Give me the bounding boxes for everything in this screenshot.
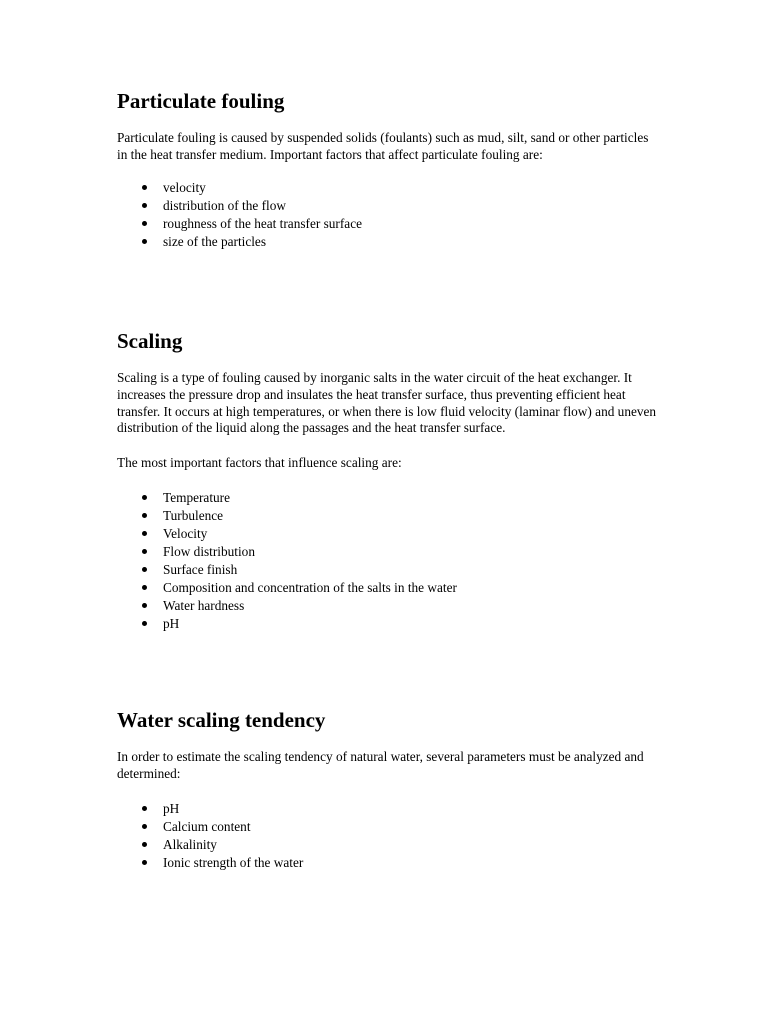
list-item: Calcium content [117,818,657,836]
section-heading: Water scaling tendency [117,708,326,732]
list-item: roughness of the heat transfer surface [117,215,657,233]
list-item: Water hardness [117,597,657,615]
section-scaling [117,328,657,633]
section-water-scaling-tendency [117,707,657,872]
section-particulate-fouling [117,88,657,251]
section-paragraph: Particulate fouling is caused by suspended solids (foulants) such as mud, silt, sand or other particles in the heat transfer medium. Important factors that affect particulate fouling are: [117,130,649,162]
list-item: Turbulence [117,507,657,525]
section-paragraph: The most important factors that influence scaling are: [117,455,402,471]
list-item: Alkalinity [117,836,657,854]
list-item: size of the particles [117,233,657,251]
list-item: Ionic strength of the water [117,854,657,872]
list-item: pH [117,615,657,633]
factor-list [117,489,657,633]
list-item: velocity [117,179,657,197]
factor-list [117,800,657,872]
section-paragraph: In order to estimate the scaling tendency of natural water, several parameters must be analyzed and determined: [117,749,644,781]
list-item: pH [117,800,657,818]
list-item: Surface finish [117,561,657,579]
list-item: Flow distribution [117,543,657,561]
factor-list [117,179,657,251]
list-item: Composition and concentration of the salts in the water [117,579,657,597]
list-item: Temperature [117,489,657,507]
list-item: distribution of the flow [117,197,657,215]
list-item: Velocity [117,525,657,543]
section-heading: Particulate fouling [117,89,285,113]
section-heading: Scaling [117,329,183,353]
section-paragraph: Scaling is a type of fouling caused by inorganic salts in the water circuit of the heat exchanger. It increases the pressure drop and insulates the heat transfer surface, thus preventing efficient heat transfer. It occurs at high temperatures, or when there is low fluid velocity (laminar flow) and uneven distribution of the liquid along the passages and the heat transfer surface. [117,370,657,436]
